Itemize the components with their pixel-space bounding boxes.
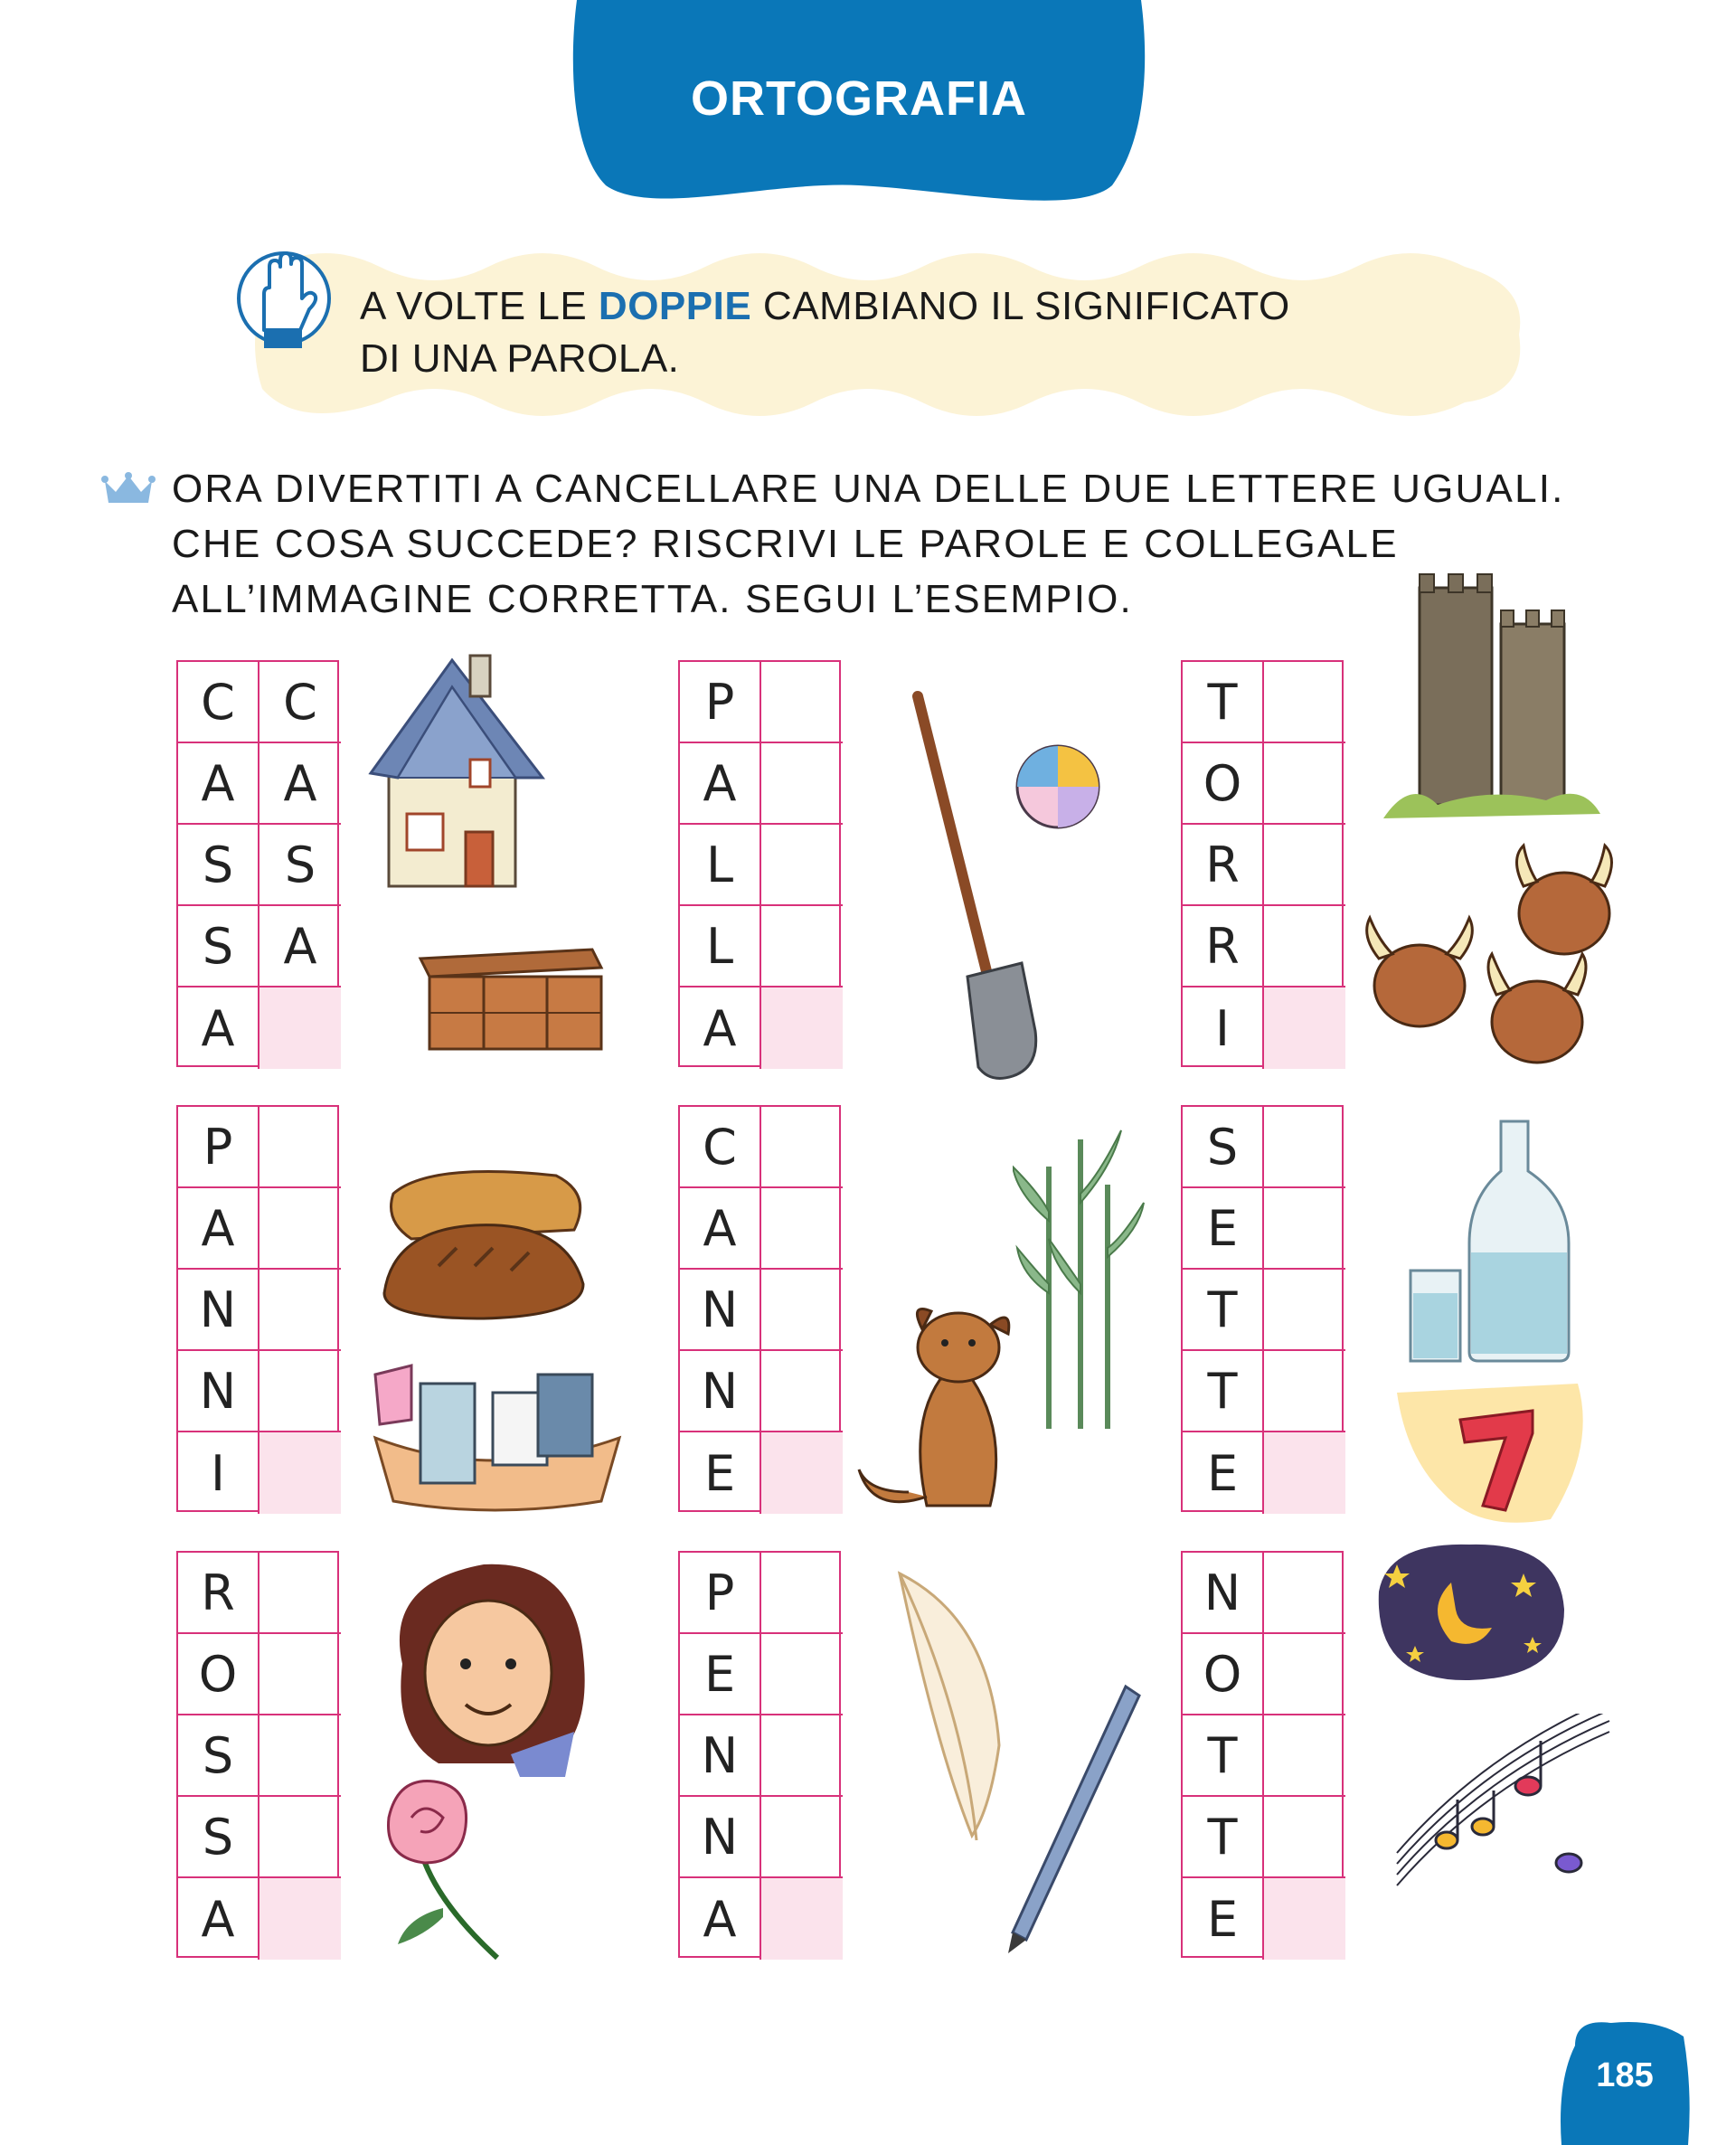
word-letter-cell: A [178, 743, 259, 825]
instructions-line3: ALL’IMMAGINE CORRETTA. SEGUI L’ESEMPIO. [172, 577, 1133, 621]
word-letter-cell: C [680, 1107, 761, 1188]
shaded-cell [761, 987, 843, 1069]
word-letter-cell: E [1183, 1432, 1264, 1514]
answer-letter-cell[interactable] [761, 662, 843, 743]
shaded-cell [761, 1432, 843, 1514]
shaded-cell [1264, 987, 1345, 1069]
word-letter-cell: S [178, 1797, 259, 1878]
word-letter-cell: T [1183, 1270, 1264, 1351]
letter-grid [1181, 1105, 1344, 1512]
word-letter-cell: S [178, 906, 259, 987]
answer-letter-cell[interactable] [1264, 1351, 1345, 1432]
page-title: ORTOGRAFIA [691, 71, 1027, 126]
answer-letter-cell[interactable] [1264, 825, 1345, 906]
word-letter-cell: O [1183, 743, 1264, 825]
shaded-cell [1264, 1432, 1345, 1514]
instructions [172, 461, 1582, 627]
tip-highlight: DOPPIE [598, 284, 752, 328]
answer-letter-cell[interactable] [761, 906, 843, 987]
answer-letter-cell[interactable] [1264, 1107, 1345, 1188]
answer-letter-cell[interactable] [1264, 1797, 1345, 1878]
letter-grid [678, 1105, 841, 1512]
night-sky-icon [1370, 1537, 1573, 1687]
answer-letter-cell[interactable] [259, 1351, 341, 1432]
answer-letter-cell[interactable] [761, 1270, 843, 1351]
towers-icon [1383, 570, 1600, 823]
word-letter-cell: A [680, 987, 761, 1069]
word-letter-cell: T [1183, 1351, 1264, 1432]
answer-letter-cell[interactable] [1264, 1553, 1345, 1634]
answer-letter-cell[interactable] [761, 743, 843, 825]
ball-icon [1013, 742, 1103, 832]
word-letter-cell: E [680, 1634, 761, 1715]
answer-letter-cell[interactable] [259, 1188, 341, 1270]
instructions-line1: ORA DIVERTITI A CANCELLARE UNA DELLE DUE LETTERE UGUALI. [172, 467, 1565, 511]
word-letter-cell: S [178, 825, 259, 906]
answer-letter-cell[interactable] [761, 1188, 843, 1270]
shaded-cell [761, 1878, 843, 1960]
letter-grid [678, 1551, 841, 1958]
word-letter-cell: A [680, 1878, 761, 1960]
shaded-cell [259, 1432, 341, 1514]
answer-letter-cell[interactable] [761, 1351, 843, 1432]
answer-letter-cell[interactable] [259, 1715, 341, 1797]
rose-icon [371, 1772, 506, 1962]
answer-letter-cell[interactable] [761, 825, 843, 906]
page-number: 185 [1596, 2056, 1654, 2094]
word-letter-cell: N [680, 1351, 761, 1432]
answer-letter-cell[interactable] [259, 1270, 341, 1351]
crown-icon [101, 472, 156, 506]
letter-grid [176, 1551, 339, 1958]
bulls-icon [1356, 841, 1637, 1067]
house-icon [362, 651, 552, 895]
answer-letter-cell[interactable] [1264, 743, 1345, 825]
word-letter-cell: O [1183, 1634, 1264, 1715]
instructions-line2: CHE COSA SUCCEDE? RISCRIVI LE PAROLE E COLLEGALE [172, 522, 1399, 566]
word-letter-cell: N [178, 1270, 259, 1351]
word-letter-cell: T [1183, 1797, 1264, 1878]
word-letter-cell: R [1183, 906, 1264, 987]
tip-text-after: CAMBIANO IL SIGNIFICATO [751, 284, 1290, 328]
tip-text [360, 280, 1427, 385]
word-letter-cell: C [178, 662, 259, 743]
letter-grid [176, 1105, 339, 1512]
word-letter-cell: E [1183, 1878, 1264, 1960]
feather-icon [882, 1564, 1017, 1845]
bread-icon [375, 1158, 592, 1325]
answer-letter-cell[interactable] [259, 1107, 341, 1188]
word-letter-cell: T [1183, 1715, 1264, 1797]
answer-letter-cell[interactable] [1264, 1270, 1345, 1351]
answer-letter-cell[interactable] [1264, 1634, 1345, 1715]
pencil-icon [999, 1677, 1144, 1958]
word-letter-cell: L [680, 825, 761, 906]
word-letter-cell: E [1183, 1188, 1264, 1270]
answer-letter-cell[interactable] [761, 1715, 843, 1797]
word-letter-cell: P [680, 1553, 761, 1634]
word-letter-cell: N [680, 1797, 761, 1878]
answer-letter-cell[interactable] [761, 1107, 843, 1188]
answer-letter-cell[interactable] [1264, 906, 1345, 987]
music-notes-icon [1392, 1714, 1618, 1899]
word-letter-cell: A [178, 1878, 259, 1960]
word-letter-cell: S [178, 1715, 259, 1797]
reeds-icon [1013, 1112, 1148, 1438]
word-letter-cell: A [178, 987, 259, 1069]
word-letter-cell: I [178, 1432, 259, 1514]
answer-letter-cell[interactable]: A [259, 906, 341, 987]
word-letter-cell: T [1183, 662, 1264, 743]
word-letter-cell: E [680, 1432, 761, 1514]
answer-letter-cell[interactable] [1264, 1715, 1345, 1797]
laundry-icon [357, 1356, 633, 1515]
word-letter-cell: S [1183, 1107, 1264, 1188]
shaded-cell [259, 1878, 341, 1960]
answer-letter-cell[interactable] [1264, 662, 1345, 743]
shaded-cell [1264, 1878, 1345, 1960]
answer-letter-cell[interactable] [259, 1797, 341, 1878]
letter-grid [1181, 660, 1344, 1067]
tip-text-line2: DI UNA PAROLA. [360, 336, 680, 381]
dog-icon [854, 1298, 1035, 1515]
word-letter-cell: L [680, 906, 761, 987]
water-bottle-icon [1406, 1117, 1578, 1365]
answer-letter-cell[interactable]: A [259, 743, 341, 825]
tip-text-before: A VOLTE LE [360, 284, 599, 328]
word-letter-cell: N [178, 1351, 259, 1432]
answer-letter-cell[interactable] [1264, 1188, 1345, 1270]
word-letter-cell: P [178, 1107, 259, 1188]
answer-letter-cell[interactable] [761, 1797, 843, 1878]
word-letter-cell: O [178, 1634, 259, 1715]
letter-grid [176, 660, 339, 1067]
word-letter-cell: N [1183, 1553, 1264, 1634]
letter-grid [1181, 1551, 1344, 1958]
word-letter-cell: A [680, 743, 761, 825]
word-letter-cell: N [680, 1715, 761, 1797]
answer-letter-cell[interactable] [259, 1634, 341, 1715]
number-seven-icon [1397, 1384, 1596, 1533]
word-letter-cell: A [178, 1188, 259, 1270]
answer-letter-cell[interactable] [259, 1553, 341, 1634]
answer-letter-cell[interactable] [761, 1553, 843, 1634]
word-letter-cell: P [680, 662, 761, 743]
raised-hand-icon [237, 244, 336, 362]
crate-icon [411, 940, 610, 1058]
word-letter-cell: R [1183, 825, 1264, 906]
girl-face-icon [384, 1555, 592, 1777]
word-letter-cell: R [178, 1553, 259, 1634]
word-letter-cell: I [1183, 987, 1264, 1069]
answer-letter-cell[interactable]: C [259, 662, 341, 743]
word-letter-cell: N [680, 1270, 761, 1351]
shaded-cell [259, 987, 341, 1069]
letter-grid [678, 660, 841, 1067]
answer-letter-cell[interactable] [761, 1634, 843, 1715]
answer-letter-cell[interactable]: S [259, 825, 341, 906]
word-letter-cell: A [680, 1188, 761, 1270]
